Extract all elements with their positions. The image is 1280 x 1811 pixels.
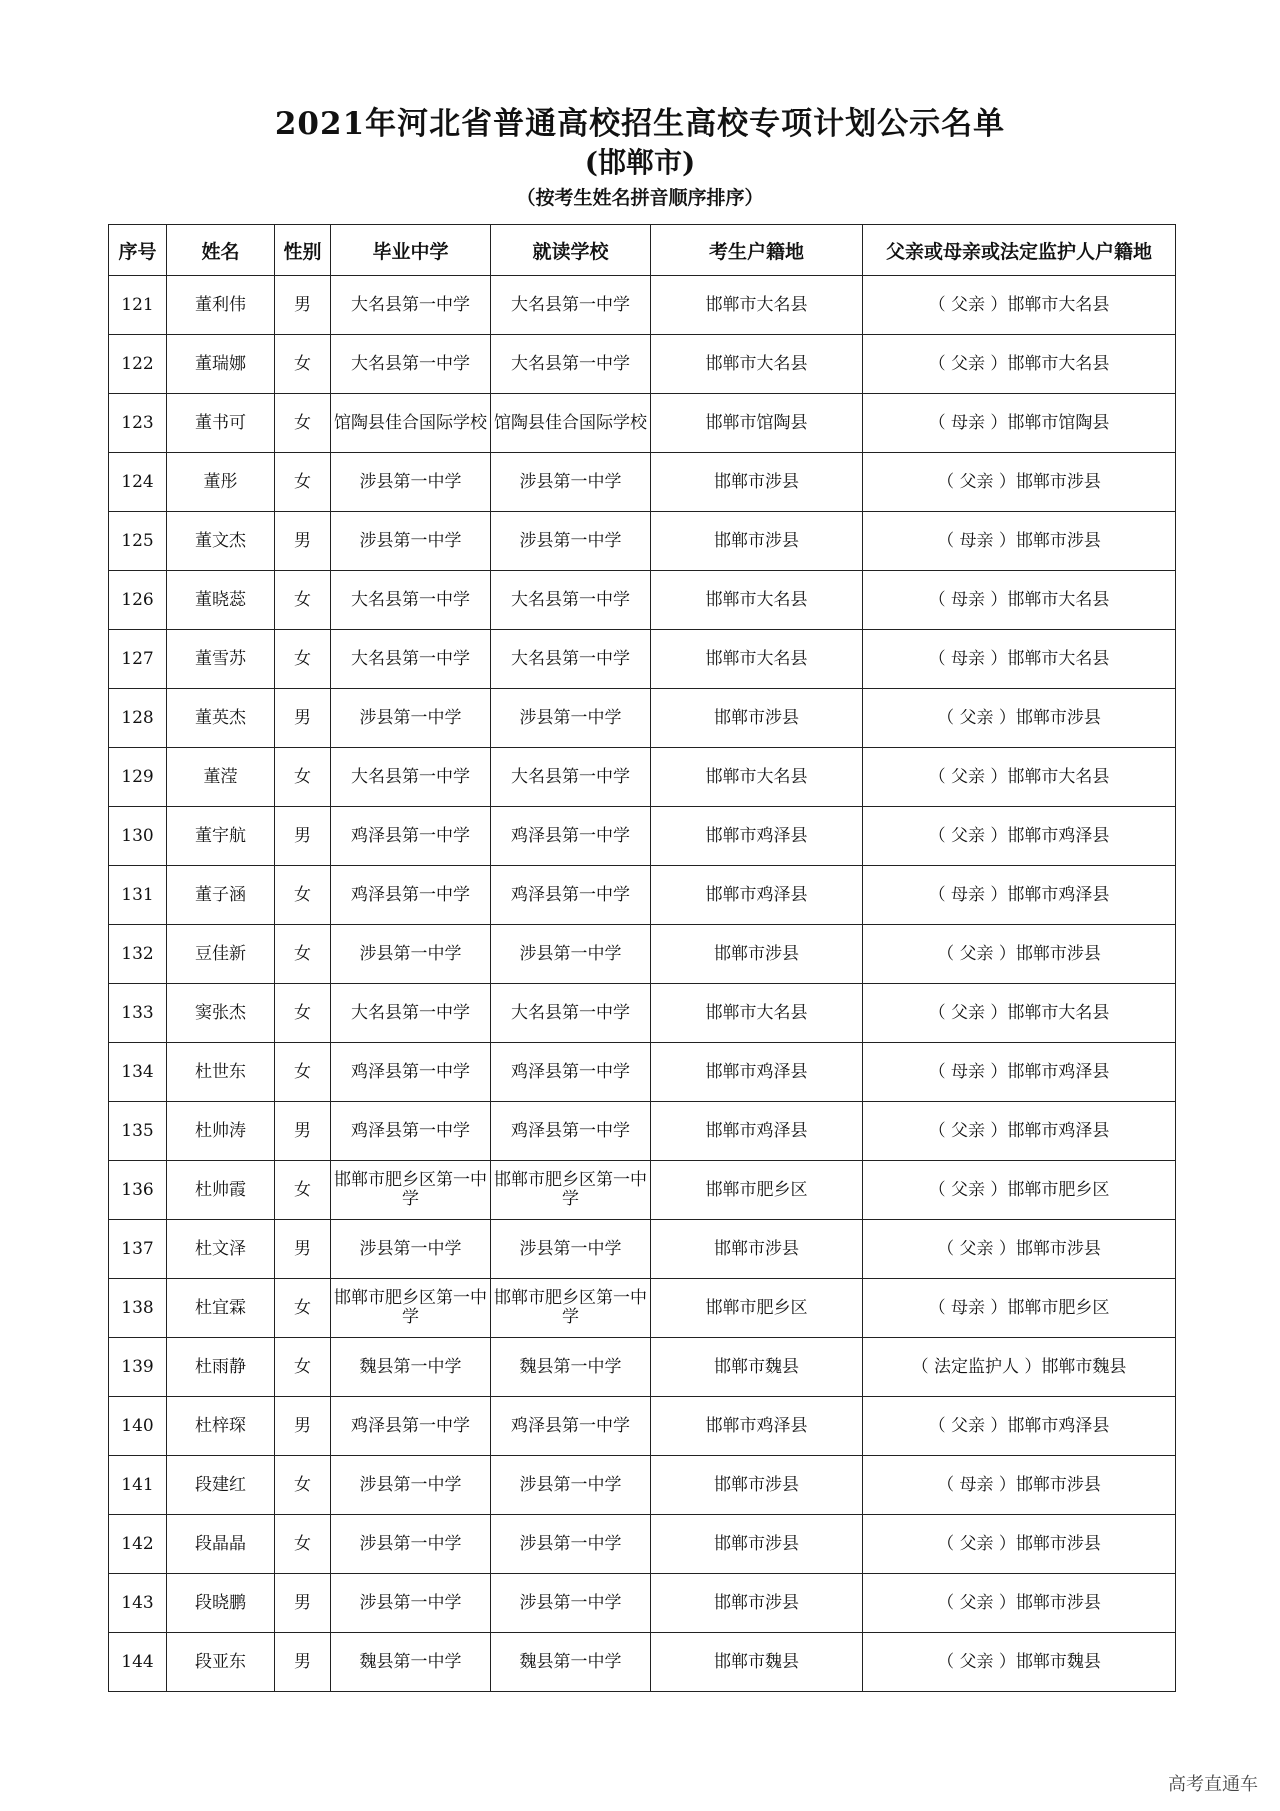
cell-current-school: 大名县第一中学 [491, 571, 651, 630]
cell-current-school: 涉县第一中学 [491, 689, 651, 748]
cell-grad-school: 涉县第一中学 [331, 1220, 491, 1279]
cell-guardian-home: （ 母亲 ）邯郸市涉县 [863, 1456, 1176, 1515]
column-header-sex: 性别 [275, 225, 331, 276]
roster-table [108, 224, 1176, 1692]
table-row [109, 1338, 1176, 1397]
table-row [109, 1279, 1176, 1338]
table-row [109, 1043, 1176, 1102]
table-row [109, 1574, 1176, 1633]
cell-no: 137 [109, 1220, 167, 1279]
table-row [109, 630, 1176, 689]
cell-no: 144 [109, 1633, 167, 1692]
cell-current-school: 鸡泽县第一中学 [491, 1043, 651, 1102]
cell-no: 138 [109, 1279, 167, 1338]
cell-grad-school: 鸡泽县第一中学 [331, 1397, 491, 1456]
cell-current-school: 涉县第一中学 [491, 512, 651, 571]
table-row [109, 866, 1176, 925]
cell-sex: 男 [275, 1397, 331, 1456]
cell-guardian-home: （ 父亲 ）邯郸市涉县 [863, 925, 1176, 984]
cell-name: 董宇航 [167, 807, 275, 866]
cell-home: 邯郸市涉县 [651, 1515, 863, 1574]
cell-grad-school: 魏县第一中学 [331, 1633, 491, 1692]
cell-home: 邯郸市涉县 [651, 1220, 863, 1279]
table-row [109, 1102, 1176, 1161]
cell-grad-school: 涉县第一中学 [331, 1456, 491, 1515]
cell-sex: 女 [275, 453, 331, 512]
cell-home: 邯郸市涉县 [651, 689, 863, 748]
cell-sex: 男 [275, 689, 331, 748]
cell-grad-school: 涉县第一中学 [331, 925, 491, 984]
table-row [109, 1633, 1176, 1692]
cell-home: 邯郸市涉县 [651, 1456, 863, 1515]
cell-current-school: 大名县第一中学 [491, 276, 651, 335]
cell-home: 邯郸市鸡泽县 [651, 807, 863, 866]
cell-name: 董书可 [167, 394, 275, 453]
cell-current-school: 邯郸市肥乡区第一中学 [491, 1161, 651, 1220]
cell-name: 董利伟 [167, 276, 275, 335]
cell-grad-school: 大名县第一中学 [331, 571, 491, 630]
cell-sex: 男 [275, 512, 331, 571]
cell-name: 董子涵 [167, 866, 275, 925]
cell-guardian-home: （ 父亲 ）邯郸市肥乡区 [863, 1161, 1176, 1220]
cell-guardian-home: （ 父亲 ）邯郸市涉县 [863, 689, 1176, 748]
cell-current-school: 涉县第一中学 [491, 925, 651, 984]
column-header-grad-school: 毕业中学 [331, 225, 491, 276]
cell-current-school: 魏县第一中学 [491, 1633, 651, 1692]
cell-home: 邯郸市馆陶县 [651, 394, 863, 453]
cell-guardian-home: （ 父亲 ）邯郸市鸡泽县 [863, 1102, 1176, 1161]
cell-guardian-home: （ 母亲 ）邯郸市肥乡区 [863, 1279, 1176, 1338]
cell-no: 140 [109, 1397, 167, 1456]
cell-current-school: 涉县第一中学 [491, 1456, 651, 1515]
cell-current-school: 魏县第一中学 [491, 1338, 651, 1397]
cell-guardian-home: （ 父亲 ）邯郸市大名县 [863, 984, 1176, 1043]
table-row [109, 1515, 1176, 1574]
cell-sex: 女 [275, 1456, 331, 1515]
cell-name: 段建红 [167, 1456, 275, 1515]
cell-home: 邯郸市大名县 [651, 335, 863, 394]
cell-grad-school: 涉县第一中学 [331, 453, 491, 512]
cell-guardian-home: （ 父亲 ）邯郸市大名县 [863, 748, 1176, 807]
table-row [109, 807, 1176, 866]
cell-sex: 女 [275, 748, 331, 807]
cell-sex: 男 [275, 807, 331, 866]
cell-home: 邯郸市鸡泽县 [651, 1102, 863, 1161]
cell-home: 邯郸市涉县 [651, 925, 863, 984]
cell-no: 130 [109, 807, 167, 866]
table-row [109, 453, 1176, 512]
table-row [109, 1161, 1176, 1220]
cell-grad-school: 鸡泽县第一中学 [331, 1102, 491, 1161]
cell-current-school: 涉县第一中学 [491, 1220, 651, 1279]
cell-sex: 女 [275, 1161, 331, 1220]
cell-current-school: 涉县第一中学 [491, 1574, 651, 1633]
cell-name: 杜雨静 [167, 1338, 275, 1397]
cell-no: 128 [109, 689, 167, 748]
cell-no: 125 [109, 512, 167, 571]
table-row [109, 925, 1176, 984]
cell-home: 邯郸市涉县 [651, 453, 863, 512]
cell-name: 董彤 [167, 453, 275, 512]
page-subtitle: (邯郸市) [584, 146, 696, 179]
table-header-row [109, 225, 1176, 276]
cell-current-school: 鸡泽县第一中学 [491, 1397, 651, 1456]
cell-sex: 女 [275, 984, 331, 1043]
cell-current-school: 涉县第一中学 [491, 453, 651, 512]
table-row [109, 1397, 1176, 1456]
cell-name: 段晓鹏 [167, 1574, 275, 1633]
cell-grad-school: 邯郸市肥乡区第一中学 [331, 1279, 491, 1338]
cell-no: 124 [109, 453, 167, 512]
table-row [109, 335, 1176, 394]
table-row [109, 1220, 1176, 1279]
cell-name: 杜帅涛 [167, 1102, 275, 1161]
cell-sex: 女 [275, 335, 331, 394]
table-row [109, 984, 1176, 1043]
cell-current-school: 大名县第一中学 [491, 984, 651, 1043]
cell-sex: 女 [275, 925, 331, 984]
cell-guardian-home: （ 父亲 ）邯郸市涉县 [863, 1220, 1176, 1279]
cell-name: 董雪苏 [167, 630, 275, 689]
cell-name: 杜世东 [167, 1043, 275, 1102]
table-row [109, 748, 1176, 807]
cell-home: 邯郸市鸡泽县 [651, 866, 863, 925]
cell-home: 邯郸市肥乡区 [651, 1161, 863, 1220]
cell-name: 董滢 [167, 748, 275, 807]
cell-sex: 女 [275, 630, 331, 689]
cell-home: 邯郸市涉县 [651, 1574, 863, 1633]
cell-guardian-home: （ 母亲 ）邯郸市涉县 [863, 512, 1176, 571]
cell-home: 邯郸市大名县 [651, 571, 863, 630]
cell-current-school: 馆陶县佳合国际学校 [491, 394, 651, 453]
cell-name: 董英杰 [167, 689, 275, 748]
cell-grad-school: 鸡泽县第一中学 [331, 1043, 491, 1102]
cell-guardian-home: （ 母亲 ）邯郸市鸡泽县 [863, 866, 1176, 925]
cell-guardian-home: （ 母亲 ）邯郸市大名县 [863, 571, 1176, 630]
cell-sex: 男 [275, 1220, 331, 1279]
cell-home: 邯郸市魏县 [651, 1633, 863, 1692]
cell-grad-school: 大名县第一中学 [331, 335, 491, 394]
cell-guardian-home: （ 父亲 ）邯郸市魏县 [863, 1633, 1176, 1692]
cell-sex: 女 [275, 1279, 331, 1338]
cell-current-school: 邯郸市肥乡区第一中学 [491, 1279, 651, 1338]
cell-no: 132 [109, 925, 167, 984]
cell-sex: 男 [275, 1574, 331, 1633]
cell-home: 邯郸市魏县 [651, 1338, 863, 1397]
column-header-no: 序号 [109, 225, 167, 276]
cell-current-school: 大名县第一中学 [491, 335, 651, 394]
cell-grad-school: 鸡泽县第一中学 [331, 866, 491, 925]
cell-current-school: 鸡泽县第一中学 [491, 807, 651, 866]
cell-no: 121 [109, 276, 167, 335]
cell-no: 122 [109, 335, 167, 394]
column-header-guardian-home: 父亲或母亲或法定监护人户籍地 [863, 225, 1176, 276]
cell-name: 杜文泽 [167, 1220, 275, 1279]
cell-home: 邯郸市大名县 [651, 276, 863, 335]
cell-no: 123 [109, 394, 167, 453]
cell-home: 邯郸市鸡泽县 [651, 1043, 863, 1102]
cell-sex: 女 [275, 394, 331, 453]
cell-sex: 女 [275, 571, 331, 630]
cell-sex: 女 [275, 866, 331, 925]
cell-sex: 女 [275, 1043, 331, 1102]
cell-no: 141 [109, 1456, 167, 1515]
cell-name: 杜宜霖 [167, 1279, 275, 1338]
cell-name: 段亚东 [167, 1633, 275, 1692]
cell-sex: 女 [275, 1515, 331, 1574]
column-header-home: 考生户籍地 [651, 225, 863, 276]
table-row [109, 689, 1176, 748]
cell-no: 135 [109, 1102, 167, 1161]
cell-no: 134 [109, 1043, 167, 1102]
table-row [109, 1456, 1176, 1515]
cell-no: 139 [109, 1338, 167, 1397]
column-header-name: 姓名 [167, 225, 275, 276]
cell-current-school: 大名县第一中学 [491, 748, 651, 807]
cell-guardian-home: （ 父亲 ）邯郸市大名县 [863, 276, 1176, 335]
table-row [109, 512, 1176, 571]
footer-watermark: 高考直通车 [1168, 1774, 1258, 1795]
cell-home: 邯郸市肥乡区 [651, 1279, 863, 1338]
cell-grad-school: 魏县第一中学 [331, 1338, 491, 1397]
cell-sex: 男 [275, 1633, 331, 1692]
cell-current-school: 大名县第一中学 [491, 630, 651, 689]
cell-name: 窦张杰 [167, 984, 275, 1043]
cell-guardian-home: （ 母亲 ）邯郸市大名县 [863, 630, 1176, 689]
cell-name: 董文杰 [167, 512, 275, 571]
cell-no: 133 [109, 984, 167, 1043]
cell-no: 131 [109, 866, 167, 925]
cell-name: 杜梓琛 [167, 1397, 275, 1456]
cell-guardian-home: （ 母亲 ）邯郸市鸡泽县 [863, 1043, 1176, 1102]
cell-no: 142 [109, 1515, 167, 1574]
cell-home: 邯郸市大名县 [651, 630, 863, 689]
cell-grad-school: 涉县第一中学 [331, 689, 491, 748]
cell-guardian-home: （ 父亲 ）邯郸市涉县 [863, 1515, 1176, 1574]
cell-name: 杜帅霞 [167, 1161, 275, 1220]
cell-current-school: 涉县第一中学 [491, 1515, 651, 1574]
cell-guardian-home: （ 父亲 ）邯郸市涉县 [863, 1574, 1176, 1633]
cell-no: 136 [109, 1161, 167, 1220]
page-title: 2021年河北省普通高校招生高校专项计划公示名单 [274, 106, 1006, 142]
table-row [109, 394, 1176, 453]
cell-home: 邯郸市涉县 [651, 512, 863, 571]
cell-grad-school: 涉县第一中学 [331, 512, 491, 571]
cell-current-school: 鸡泽县第一中学 [491, 866, 651, 925]
cell-name: 董瑞娜 [167, 335, 275, 394]
cell-grad-school: 涉县第一中学 [331, 1515, 491, 1574]
column-header-current-school: 就读学校 [491, 225, 651, 276]
cell-guardian-home: （ 父亲 ）邯郸市大名县 [863, 335, 1176, 394]
cell-sex: 女 [275, 1338, 331, 1397]
cell-no: 129 [109, 748, 167, 807]
cell-grad-school: 大名县第一中学 [331, 630, 491, 689]
cell-guardian-home: （ 父亲 ）邯郸市鸡泽县 [863, 807, 1176, 866]
cell-current-school: 鸡泽县第一中学 [491, 1102, 651, 1161]
sort-note: （按考生姓名拼音顺序排序） [516, 187, 764, 209]
cell-name: 董晓蕊 [167, 571, 275, 630]
table-row [109, 571, 1176, 630]
cell-no: 143 [109, 1574, 167, 1633]
cell-home: 邯郸市大名县 [651, 748, 863, 807]
cell-sex: 男 [275, 1102, 331, 1161]
cell-grad-school: 邯郸市肥乡区第一中学 [331, 1161, 491, 1220]
cell-guardian-home: （ 父亲 ）邯郸市鸡泽县 [863, 1397, 1176, 1456]
cell-name: 段晶晶 [167, 1515, 275, 1574]
cell-no: 127 [109, 630, 167, 689]
cell-grad-school: 鸡泽县第一中学 [331, 807, 491, 866]
cell-grad-school: 涉县第一中学 [331, 1574, 491, 1633]
cell-name: 豆佳新 [167, 925, 275, 984]
cell-guardian-home: （ 法定监护人 ）邯郸市魏县 [863, 1338, 1176, 1397]
cell-sex: 男 [275, 276, 331, 335]
cell-grad-school: 馆陶县佳合国际学校 [331, 394, 491, 453]
cell-grad-school: 大名县第一中学 [331, 984, 491, 1043]
cell-home: 邯郸市鸡泽县 [651, 1397, 863, 1456]
cell-grad-school: 大名县第一中学 [331, 276, 491, 335]
cell-guardian-home: （ 父亲 ）邯郸市涉县 [863, 453, 1176, 512]
table-row [109, 276, 1176, 335]
table-body [109, 276, 1176, 1692]
cell-grad-school: 大名县第一中学 [331, 748, 491, 807]
cell-home: 邯郸市大名县 [651, 984, 863, 1043]
cell-no: 126 [109, 571, 167, 630]
cell-guardian-home: （ 母亲 ）邯郸市馆陶县 [863, 394, 1176, 453]
